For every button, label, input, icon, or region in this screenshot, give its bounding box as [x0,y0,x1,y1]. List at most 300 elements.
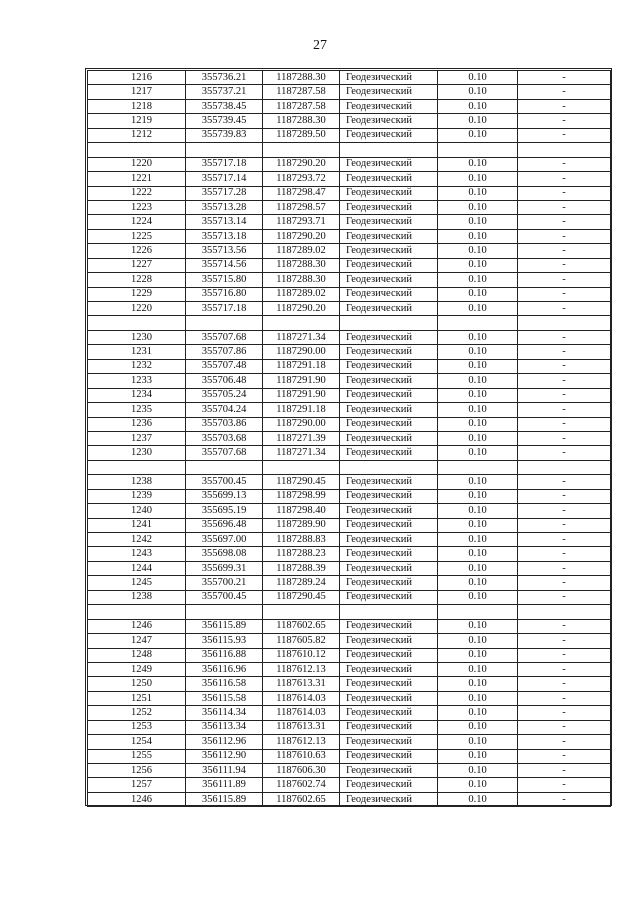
table-row [88,71,611,85]
method-cell: Геодезический [340,128,438,142]
x-coordinate-cell: 355700.45 [186,475,263,489]
x-coordinate-cell: 356115.89 [186,792,263,806]
empty-cell [186,460,263,474]
empty-cell [340,316,438,330]
y-coordinate-cell: 1187290.45 [263,475,340,489]
point-number-cell: 1225 [88,229,186,243]
y-coordinate-cell: 1187287.58 [263,85,340,99]
y-coordinate-cell: 1187271.34 [263,446,340,460]
table-row [88,735,611,749]
point-number-cell: 1220 [88,157,186,171]
point-number-cell: 1224 [88,215,186,229]
x-coordinate-cell: 356112.90 [186,749,263,763]
method-cell: Геодезический [340,417,438,431]
table-row [88,561,611,575]
note-cell: - [518,244,611,258]
note-cell: - [518,518,611,532]
y-coordinate-cell: 1187610.12 [263,648,340,662]
table-row [88,157,611,171]
note-cell: - [518,431,611,445]
x-coordinate-cell: 355707.48 [186,359,263,373]
note-cell: - [518,634,611,648]
table-row [88,99,611,113]
method-cell: Геодезический [340,172,438,186]
group-separator-row [88,605,611,619]
point-number-cell: 1229 [88,287,186,301]
x-coordinate-cell: 355698.08 [186,547,263,561]
accuracy-cell: 0.10 [438,764,518,778]
y-coordinate-cell: 1187290.00 [263,345,340,359]
accuracy-cell: 0.10 [438,417,518,431]
empty-cell [88,316,186,330]
y-coordinate-cell: 1187613.31 [263,720,340,734]
method-cell: Геодезический [340,229,438,243]
method-cell: Геодезический [340,258,438,272]
empty-cell [438,605,518,619]
accuracy-cell: 0.10 [438,778,518,792]
y-coordinate-cell: 1187602.65 [263,792,340,806]
method-cell: Геодезический [340,71,438,85]
point-number-cell: 1230 [88,330,186,344]
y-coordinate-cell: 1187298.57 [263,200,340,214]
coordinates-table [87,70,611,807]
note-cell: - [518,85,611,99]
empty-cell [186,143,263,157]
empty-cell [340,460,438,474]
table-row [88,244,611,258]
accuracy-cell: 0.10 [438,330,518,344]
y-coordinate-cell: 1187271.34 [263,330,340,344]
table-row [88,576,611,590]
table-row [88,388,611,402]
note-cell: - [518,273,611,287]
accuracy-cell: 0.10 [438,792,518,806]
y-coordinate-cell: 1187610.63 [263,749,340,763]
table-row [88,489,611,503]
note-cell: - [518,792,611,806]
point-number-cell: 1223 [88,200,186,214]
table-row [88,475,611,489]
empty-cell [88,143,186,157]
point-number-cell: 1235 [88,403,186,417]
method-cell: Геодезический [340,547,438,561]
table-row [88,590,611,604]
table-row [88,792,611,806]
x-coordinate-cell: 355700.21 [186,576,263,590]
note-cell: - [518,475,611,489]
accuracy-cell: 0.10 [438,157,518,171]
x-coordinate-cell: 355717.18 [186,302,263,316]
accuracy-cell: 0.10 [438,706,518,720]
method-cell: Геодезический [340,114,438,128]
y-coordinate-cell: 1187289.02 [263,244,340,258]
method-cell: Геодезический [340,85,438,99]
table-row [88,648,611,662]
point-number-cell: 1256 [88,764,186,778]
x-coordinate-cell: 355703.68 [186,431,263,445]
table-row [88,504,611,518]
point-number-cell: 1231 [88,345,186,359]
empty-cell [438,143,518,157]
x-coordinate-cell: 355713.28 [186,200,263,214]
x-coordinate-cell: 355696.48 [186,518,263,532]
accuracy-cell: 0.10 [438,172,518,186]
table-row [88,720,611,734]
y-coordinate-cell: 1187289.02 [263,287,340,301]
method-cell: Геодезический [340,273,438,287]
x-coordinate-cell: 355714.56 [186,258,263,272]
point-number-cell: 1246 [88,619,186,633]
note-cell: - [518,330,611,344]
y-coordinate-cell: 1187291.18 [263,359,340,373]
x-coordinate-cell: 356115.93 [186,634,263,648]
method-cell: Геодезический [340,533,438,547]
empty-cell [518,143,611,157]
note-cell: - [518,764,611,778]
y-coordinate-cell: 1187606.30 [263,764,340,778]
x-coordinate-cell: 356113.34 [186,720,263,734]
accuracy-cell: 0.10 [438,359,518,373]
table-row [88,619,611,633]
table-row [88,186,611,200]
accuracy-cell: 0.10 [438,662,518,676]
y-coordinate-cell: 1187288.39 [263,561,340,575]
note-cell: - [518,302,611,316]
table-row [88,128,611,142]
y-coordinate-cell: 1187290.45 [263,590,340,604]
point-number-cell: 1238 [88,475,186,489]
method-cell: Геодезический [340,157,438,171]
accuracy-cell: 0.10 [438,71,518,85]
method-cell: Геодезический [340,634,438,648]
x-coordinate-cell: 355739.83 [186,128,263,142]
accuracy-cell: 0.10 [438,735,518,749]
point-number-cell: 1255 [88,749,186,763]
x-coordinate-cell: 355707.86 [186,345,263,359]
x-coordinate-cell: 355717.18 [186,157,263,171]
note-cell: - [518,99,611,113]
accuracy-cell: 0.10 [438,85,518,99]
empty-cell [263,316,340,330]
empty-cell [263,605,340,619]
x-coordinate-cell: 356116.88 [186,648,263,662]
y-coordinate-cell: 1187290.20 [263,157,340,171]
method-cell: Геодезический [340,720,438,734]
method-cell: Геодезический [340,359,438,373]
note-cell: - [518,489,611,503]
method-cell: Геодезический [340,518,438,532]
point-number-cell: 1220 [88,302,186,316]
point-number-cell: 1227 [88,258,186,272]
accuracy-cell: 0.10 [438,403,518,417]
table-row [88,172,611,186]
note-cell: - [518,706,611,720]
method-cell: Геодезический [340,749,438,763]
table-row [88,215,611,229]
point-number-cell: 1247 [88,634,186,648]
method-cell: Геодезический [340,215,438,229]
accuracy-cell: 0.10 [438,229,518,243]
note-cell: - [518,590,611,604]
method-cell: Геодезический [340,576,438,590]
y-coordinate-cell: 1187271.39 [263,431,340,445]
table-row [88,764,611,778]
y-coordinate-cell: 1187298.40 [263,504,340,518]
table-row [88,287,611,301]
accuracy-cell: 0.10 [438,576,518,590]
note-cell: - [518,200,611,214]
note-cell: - [518,576,611,590]
point-number-cell: 1246 [88,792,186,806]
method-cell: Геодезический [340,648,438,662]
accuracy-cell: 0.10 [438,634,518,648]
note-cell: - [518,504,611,518]
accuracy-cell: 0.10 [438,388,518,402]
note-cell: - [518,533,611,547]
y-coordinate-cell: 1187288.30 [263,114,340,128]
note-cell: - [518,735,611,749]
empty-cell [88,460,186,474]
x-coordinate-cell: 355713.14 [186,215,263,229]
accuracy-cell: 0.10 [438,215,518,229]
x-coordinate-cell: 355707.68 [186,446,263,460]
method-cell: Геодезический [340,619,438,633]
method-cell: Геодезический [340,244,438,258]
accuracy-cell: 0.10 [438,518,518,532]
method-cell: Геодезический [340,677,438,691]
note-cell: - [518,561,611,575]
accuracy-cell: 0.10 [438,648,518,662]
table-row [88,533,611,547]
accuracy-cell: 0.10 [438,677,518,691]
method-cell: Геодезический [340,200,438,214]
accuracy-cell: 0.10 [438,446,518,460]
y-coordinate-cell: 1187291.18 [263,403,340,417]
table-row [88,518,611,532]
point-number-cell: 1236 [88,417,186,431]
x-coordinate-cell: 355737.21 [186,85,263,99]
point-number-cell: 1233 [88,374,186,388]
y-coordinate-cell: 1187602.74 [263,778,340,792]
y-coordinate-cell: 1187288.30 [263,71,340,85]
x-coordinate-cell: 356112.96 [186,735,263,749]
y-coordinate-cell: 1187288.30 [263,273,340,287]
accuracy-cell: 0.10 [438,431,518,445]
note-cell: - [518,258,611,272]
method-cell: Геодезический [340,302,438,316]
accuracy-cell: 0.10 [438,186,518,200]
accuracy-cell: 0.10 [438,374,518,388]
method-cell: Геодезический [340,706,438,720]
y-coordinate-cell: 1187289.24 [263,576,340,590]
point-number-cell: 1226 [88,244,186,258]
point-number-cell: 1228 [88,273,186,287]
accuracy-cell: 0.10 [438,749,518,763]
empty-cell [186,316,263,330]
point-number-cell: 1232 [88,359,186,373]
point-number-cell: 1257 [88,778,186,792]
accuracy-cell: 0.10 [438,200,518,214]
note-cell: - [518,229,611,243]
y-coordinate-cell: 1187293.72 [263,172,340,186]
y-coordinate-cell: 1187288.23 [263,547,340,561]
accuracy-cell: 0.10 [438,691,518,705]
y-coordinate-cell: 1187293.71 [263,215,340,229]
method-cell: Геодезический [340,691,438,705]
accuracy-cell: 0.10 [438,99,518,113]
table-row [88,302,611,316]
y-coordinate-cell: 1187289.90 [263,518,340,532]
empty-cell [340,605,438,619]
table-row [88,431,611,445]
point-number-cell: 1243 [88,547,186,561]
method-cell: Геодезический [340,186,438,200]
method-cell: Геодезический [340,388,438,402]
method-cell: Геодезический [340,764,438,778]
accuracy-cell: 0.10 [438,302,518,316]
y-coordinate-cell: 1187291.90 [263,374,340,388]
x-coordinate-cell: 355704.24 [186,403,263,417]
accuracy-cell: 0.10 [438,475,518,489]
method-cell: Геодезический [340,735,438,749]
note-cell: - [518,403,611,417]
method-cell: Геодезический [340,504,438,518]
y-coordinate-cell: 1187614.03 [263,691,340,705]
note-cell: - [518,446,611,460]
method-cell: Геодезический [340,475,438,489]
accuracy-cell: 0.10 [438,345,518,359]
x-coordinate-cell: 355695.19 [186,504,263,518]
y-coordinate-cell: 1187605.82 [263,634,340,648]
x-coordinate-cell: 355739.45 [186,114,263,128]
note-cell: - [518,778,611,792]
x-coordinate-cell: 356114.34 [186,706,263,720]
x-coordinate-cell: 355716.80 [186,287,263,301]
table-row [88,691,611,705]
x-coordinate-cell: 355713.56 [186,244,263,258]
y-coordinate-cell: 1187298.99 [263,489,340,503]
empty-cell [518,316,611,330]
empty-cell [88,605,186,619]
x-coordinate-cell: 355717.14 [186,172,263,186]
table-row [88,258,611,272]
point-number-cell: 1222 [88,186,186,200]
empty-cell [518,605,611,619]
accuracy-cell: 0.10 [438,128,518,142]
table-row [88,677,611,691]
note-cell: - [518,186,611,200]
x-coordinate-cell: 356111.89 [186,778,263,792]
table-row [88,662,611,676]
point-number-cell: 1244 [88,561,186,575]
accuracy-cell: 0.10 [438,561,518,575]
method-cell: Геодезический [340,662,438,676]
note-cell: - [518,677,611,691]
accuracy-cell: 0.10 [438,287,518,301]
coordinates-table-body [88,71,611,807]
method-cell: Геодезический [340,345,438,359]
note-cell: - [518,417,611,431]
x-coordinate-cell: 355738.45 [186,99,263,113]
method-cell: Геодезический [340,590,438,604]
x-coordinate-cell: 356116.58 [186,677,263,691]
x-coordinate-cell: 356111.94 [186,764,263,778]
point-number-cell: 1238 [88,590,186,604]
note-cell: - [518,114,611,128]
method-cell: Геодезический [340,330,438,344]
point-number-cell: 1253 [88,720,186,734]
method-cell: Геодезический [340,489,438,503]
y-coordinate-cell: 1187614.03 [263,706,340,720]
point-number-cell: 1212 [88,128,186,142]
note-cell: - [518,215,611,229]
point-number-cell: 1254 [88,735,186,749]
note-cell: - [518,359,611,373]
x-coordinate-cell: 355706.48 [186,374,263,388]
group-separator-row [88,316,611,330]
point-number-cell: 1237 [88,431,186,445]
table-row [88,749,611,763]
table-row [88,706,611,720]
x-coordinate-cell: 355697.00 [186,533,263,547]
y-coordinate-cell: 1187288.83 [263,533,340,547]
y-coordinate-cell: 1187612.13 [263,662,340,676]
table-row [88,345,611,359]
y-coordinate-cell: 1187289.50 [263,128,340,142]
y-coordinate-cell: 1187613.31 [263,677,340,691]
point-number-cell: 1218 [88,99,186,113]
empty-cell [340,143,438,157]
note-cell: - [518,287,611,301]
empty-cell [263,143,340,157]
method-cell: Геодезический [340,778,438,792]
note-cell: - [518,345,611,359]
point-number-cell: 1245 [88,576,186,590]
x-coordinate-cell: 355715.80 [186,273,263,287]
note-cell: - [518,648,611,662]
empty-cell [263,460,340,474]
x-coordinate-cell: 355699.31 [186,561,263,575]
method-cell: Геодезический [340,431,438,445]
y-coordinate-cell: 1187602.65 [263,619,340,633]
x-coordinate-cell: 355707.68 [186,330,263,344]
y-coordinate-cell: 1187288.30 [263,258,340,272]
group-separator-row [88,460,611,474]
empty-cell [438,460,518,474]
empty-cell [438,316,518,330]
accuracy-cell: 0.10 [438,114,518,128]
method-cell: Геодезический [340,287,438,301]
x-coordinate-cell: 355713.18 [186,229,263,243]
point-number-cell: 1239 [88,489,186,503]
accuracy-cell: 0.10 [438,244,518,258]
accuracy-cell: 0.10 [438,489,518,503]
method-cell: Геодезический [340,403,438,417]
empty-cell [186,605,263,619]
accuracy-cell: 0.10 [438,590,518,604]
note-cell: - [518,662,611,676]
accuracy-cell: 0.10 [438,273,518,287]
method-cell: Геодезический [340,792,438,806]
x-coordinate-cell: 356116.96 [186,662,263,676]
note-cell: - [518,157,611,171]
note-cell: - [518,749,611,763]
note-cell: - [518,691,611,705]
table-row [88,114,611,128]
y-coordinate-cell: 1187298.47 [263,186,340,200]
note-cell: - [518,720,611,734]
method-cell: Геодезический [340,561,438,575]
